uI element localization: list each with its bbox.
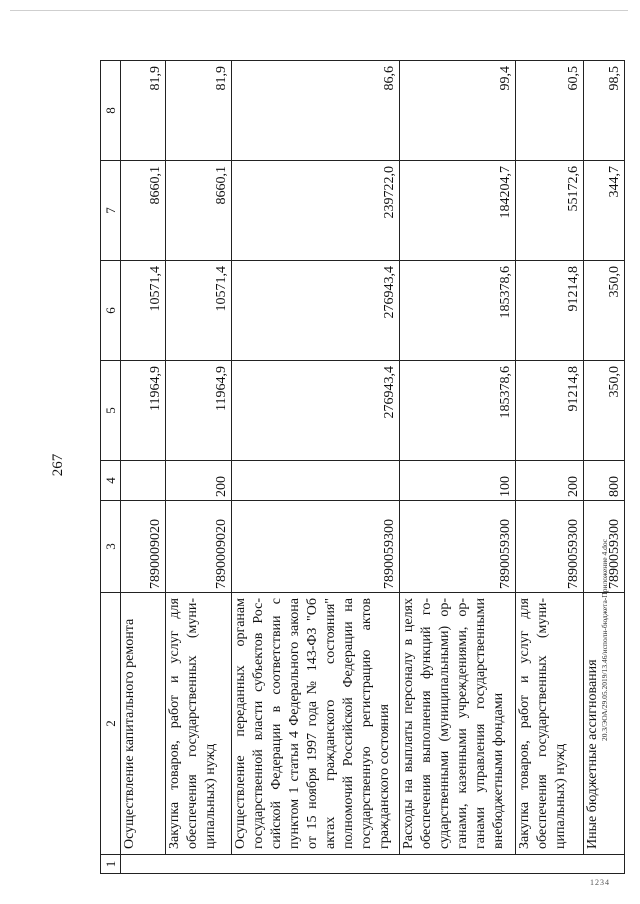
table-row (166, 61, 232, 874)
planned-amount-cell: 276943,4 (231, 261, 399, 361)
planned-amount-cell: 185378,6 (399, 261, 516, 361)
target-code-cell: 7890009020 (121, 501, 166, 593)
budget-execution-table (100, 60, 625, 874)
target-code-cell: 7890009020 (166, 501, 232, 593)
planned-amount-cell: 10571,4 (121, 261, 166, 361)
expense-type-cell (231, 461, 399, 501)
executed-amount-cell: 184204,7 (399, 161, 516, 261)
execution-percent-cell: 86,6 (231, 61, 399, 161)
target-code-cell: 7890059300 (516, 501, 584, 593)
corner-mark: 1234 (590, 878, 610, 887)
description-cell: Иные бюджетные ассигнования (583, 593, 624, 855)
target-code-cell: 7890059300 (583, 501, 624, 593)
expense-type-cell: 100 (399, 461, 516, 501)
header-col-5: 5 (101, 361, 121, 461)
planned-amount-cell: 10571,4 (166, 261, 232, 361)
header-col-8: 8 (101, 61, 121, 161)
header-col-3: 3 (101, 501, 121, 593)
approved-amount-cell: 11964,9 (121, 361, 166, 461)
execution-percent-cell: 81,9 (166, 61, 232, 161)
description-cell: Осуществление капитального ремонта (121, 593, 166, 855)
description-cell: Закупка товаров, работ и услуг для обеспечения государственных (муниципальных) нужд (516, 593, 584, 855)
table-row (231, 61, 399, 874)
table-row (121, 61, 166, 874)
description-cell: Закупка товаров, работ и услуг для обеспечения государственных (муниципальных) нужд (166, 593, 232, 855)
description-cell: Расходы на выплаты персоналу в целях обеспечения выполнения функций государственными (муниципальными) органами, казенными учреждениями, органами управления государственными внебюджетными фондами (399, 593, 516, 855)
row-number-cell (121, 855, 625, 874)
approved-amount-cell: 185378,6 (399, 361, 516, 461)
execution-percent-cell: 99,4 (399, 61, 516, 161)
executed-amount-cell: 8660,1 (166, 161, 232, 261)
table-row (583, 61, 624, 874)
header-col-4: 4 (101, 461, 121, 501)
header-col-1: 1 (101, 855, 121, 874)
page-number: 267 (50, 453, 66, 477)
executed-amount-cell: 8660,1 (121, 161, 166, 261)
expense-type-cell: 800 (583, 461, 624, 501)
executed-amount-cell: 239722,0 (231, 161, 399, 261)
table-row (516, 61, 584, 874)
planned-amount-cell: 350,0 (583, 261, 624, 361)
target-code-cell: 7890059300 (399, 501, 516, 593)
execution-percent-cell: 98,5 (583, 61, 624, 161)
header-row (101, 61, 121, 874)
planned-amount-cell: 91214,8 (516, 261, 584, 361)
executed-amount-cell: 55172,6 (516, 161, 584, 261)
approved-amount-cell: 91214,8 (516, 361, 584, 461)
description-cell: Осуществление переданных органам государственной власти субъектов Российской Федерации в соответствии с пунктом 1 статьи 4 Федерального закона от 15 ноября 1997 года № 143-ФЗ "Об актах гражданского состояния" полномочий Российской Федерации на государственную регистрацию актов гражданского состояния (231, 593, 399, 855)
approved-amount-cell: 350,0 (583, 361, 624, 461)
header-col-7: 7 (101, 161, 121, 261)
header-col-6: 6 (101, 261, 121, 361)
execution-percent-cell: 60,5 (516, 61, 584, 161)
target-code-cell: 7890059300 (231, 501, 399, 593)
header-col-2: 2 (101, 593, 121, 855)
approved-amount-cell: 11964,9 (166, 361, 232, 461)
executed-amount-cell: 344,7 (583, 161, 624, 261)
top-rule (10, 10, 628, 11)
approved-amount-cell: 276943,4 (231, 361, 399, 461)
footer-file-path: 20.3/ЭОА/29.05.2019/13.46/исполн-бюджета-Приложение 4.doc (600, 539, 609, 741)
table-row (399, 61, 516, 874)
expense-type-cell: 200 (166, 461, 232, 501)
execution-percent-cell: 81,9 (121, 61, 166, 161)
expense-type-cell: 200 (516, 461, 584, 501)
expense-type-cell (121, 461, 166, 501)
